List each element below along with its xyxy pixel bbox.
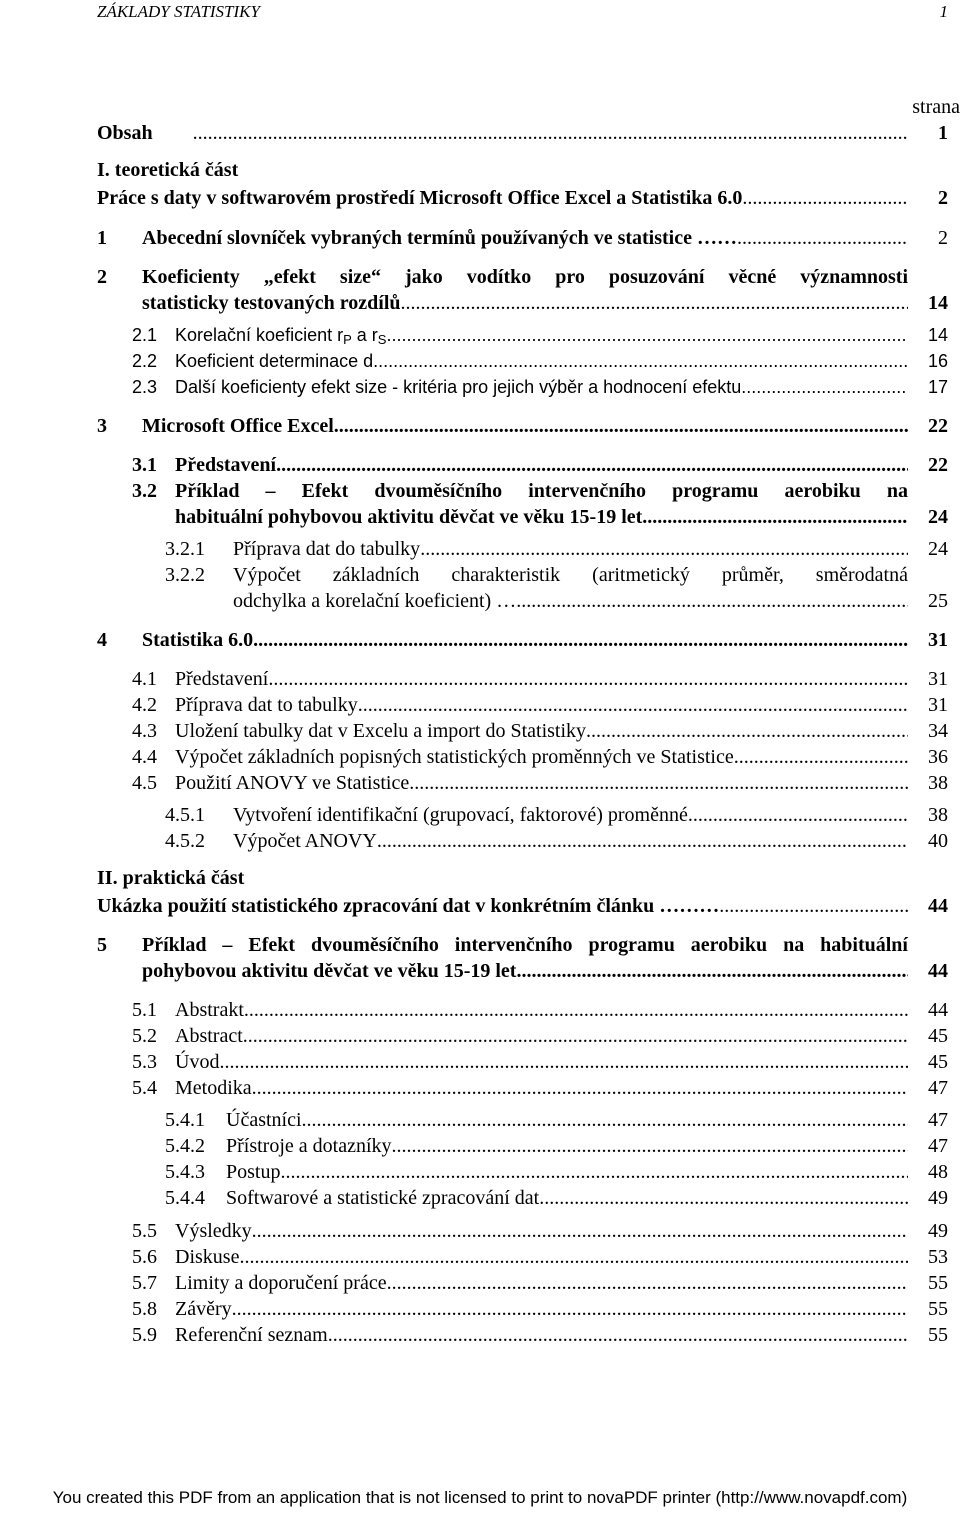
toc-entry[interactable]	[132, 452, 960, 478]
toc-entry[interactable]	[132, 322, 960, 348]
toc-entry-text-line1: Příklad – Efekt dvouměsíčního intervenčního programu aerobiku na habituální	[142, 934, 908, 956]
toc-entry-text: Výsledky	[175, 1220, 252, 1242]
page-column-label: strana	[912, 96, 960, 118]
toc-entry-page: 2	[938, 227, 948, 249]
toc-entry-text: Microsoft Office Excel	[142, 415, 334, 437]
toc-entry-text: Uložení tabulky dat v Excelu a import do Statistiky	[175, 720, 587, 742]
toc-entry-number: 5.9	[132, 1324, 157, 1346]
toc-entry-text: Abstrakt	[175, 999, 244, 1021]
toc-entry-page: 14	[927, 325, 948, 345]
toc-entry-number: 4.2	[132, 694, 157, 716]
toc-entry-page: 36	[928, 746, 948, 768]
toc-entry[interactable]	[165, 1133, 960, 1159]
toc-entry-text: Korelační koeficient $r_P$ a $r_S$	[175, 325, 387, 347]
toc-entry-text: Limity a doporučení práce	[175, 1272, 387, 1294]
toc-entry-text-line1: Příklad – Efekt dvouměsíčního intervenčního programu aerobiku na	[175, 480, 908, 502]
toc-entry-page: 24	[928, 538, 948, 560]
toc-entry-text: Ukázka použití statistického zpracování dat v konkrétním článku ………	[97, 895, 720, 917]
toc-entry-page: 44	[928, 960, 948, 982]
toc-entry-text: habituální pohybovou aktivitu děvčat ve věku 15-19 let	[175, 506, 643, 528]
toc-entry-text: Přístroje a dotazníky	[226, 1135, 392, 1157]
toc-entry[interactable]	[132, 1322, 960, 1348]
toc-entry-page: 55	[928, 1324, 948, 1346]
toc-entry[interactable]	[132, 770, 960, 796]
toc-entry-number: 2.1	[132, 325, 158, 345]
running-header-page-number: 1	[939, 2, 948, 21]
toc-entry-page: 24	[928, 506, 948, 528]
toc-entry-page: 17	[927, 377, 948, 397]
toc-entry-page: 22	[928, 415, 948, 437]
toc-entry-obsah[interactable]	[97, 120, 960, 146]
toc-entry-page: 40	[928, 830, 948, 852]
toc-entry-text: Práce s daty v softwarovém prostředí Microsoft Office Excel a Statistika 6.0	[97, 187, 743, 209]
toc-entry-page: 49	[928, 1187, 948, 1209]
toc-entry-page: 22	[928, 454, 948, 476]
toc-entry-text: Diskuse	[175, 1246, 240, 1268]
toc-entry-page: 45	[928, 1025, 948, 1047]
toc-entry-text: Postup	[226, 1161, 281, 1183]
toc-entry-page: 47	[928, 1077, 948, 1099]
toc-entry-number: 4.3	[132, 720, 157, 742]
toc-entry-page: 31	[928, 694, 948, 716]
toc-entry[interactable]	[132, 1270, 960, 1296]
toc-entry-text: Vytvoření identifikační (grupovací, faktorové) proměnné	[233, 804, 688, 826]
toc-entry-page: 55	[928, 1298, 948, 1320]
toc-entry-number: 5.4.3	[165, 1161, 205, 1183]
toc-entry[interactable]	[165, 802, 960, 828]
toc-entry-text: Referenční seznam	[175, 1324, 328, 1346]
toc-entry[interactable]	[97, 264, 960, 316]
toc-entry-number: 3.2	[132, 480, 157, 502]
toc-entry-text: Statistika 6.0	[142, 629, 254, 651]
toc-entry[interactable]	[97, 225, 960, 251]
toc-entry-page: 31	[928, 668, 948, 690]
novapdf-license-footer: You created this PDF from an application that is not licensed to print to novaPDF printer (http://www.novapdf.com)	[52, 1488, 908, 1507]
toc-entry-number: 5.2	[132, 1025, 157, 1047]
toc-entry-number: 4.5.2	[165, 830, 205, 852]
toc-entry-number: 5.4.1	[165, 1109, 205, 1131]
toc-entry-text: Představení	[175, 668, 269, 690]
toc-entry-text: Abstract	[175, 1025, 243, 1047]
toc-entry-number: 5.4.2	[165, 1135, 205, 1157]
toc-entry[interactable]	[165, 536, 960, 562]
toc-entry-page: 38	[928, 804, 948, 826]
toc-entry-number: 5.1	[132, 999, 157, 1021]
toc-entry-page: 25	[928, 590, 948, 612]
toc-entry-text: Příprava dat to tabulky	[175, 694, 358, 716]
part-2-title: II. praktická část	[97, 867, 245, 889]
toc-entry-number: 5.5	[132, 1220, 157, 1242]
toc-entry-text: Abecední slovníček vybraných termínů používaných ve statistice ……	[142, 227, 737, 249]
toc-entry[interactable]	[132, 1023, 960, 1049]
toc-entry[interactable]	[132, 744, 960, 770]
toc-entry-text: Účastníci	[226, 1109, 302, 1131]
toc-entry-number: 5.3	[132, 1051, 157, 1073]
toc-entry[interactable]	[165, 1185, 960, 1211]
toc-entry-page: 1	[938, 122, 948, 144]
toc-entry-text: Výpočet základních popisných statistických proměnných ve Statistice	[175, 746, 734, 768]
toc-entry[interactable]	[132, 718, 960, 744]
toc-entry[interactable]	[165, 562, 960, 614]
toc-entry-text: Úvod	[175, 1051, 220, 1073]
toc-entry[interactable]	[132, 1049, 960, 1075]
toc-entry-text: Metodika	[175, 1077, 252, 1099]
toc-entry-text: Představení	[175, 454, 277, 476]
toc-entry-text: Použití ANOVY ve Statistice	[175, 772, 410, 794]
toc-entry-number: 5.7	[132, 1272, 157, 1294]
toc-entry-number: 4	[97, 629, 107, 651]
toc-entry-text: Obsah	[97, 122, 153, 144]
toc-entry[interactable]	[132, 997, 960, 1023]
toc-entry-page: 34	[928, 720, 948, 742]
toc-entry-text-line1: Výpočet základních charakteristik (aritmetický průměr, směrodatná	[233, 564, 908, 586]
toc-entry-page: 44	[928, 895, 948, 917]
toc-entry-number: 2.3	[132, 377, 158, 397]
toc-entry-page: 14	[928, 292, 948, 314]
toc-entry-page: 16	[927, 351, 948, 371]
toc-entry[interactable]	[97, 413, 960, 439]
part-1-title: I. teoretická část	[97, 159, 239, 181]
toc-entry[interactable]	[132, 478, 960, 530]
toc-entry-text: Příprava dat do tabulky	[233, 538, 421, 560]
toc-entry[interactable]	[132, 692, 960, 718]
toc-entry-text: odchylka a korelační koeficient) …	[233, 590, 517, 612]
toc-entry-number: 1	[97, 227, 107, 249]
toc-entry-page: 49	[928, 1220, 948, 1242]
toc-entry-number: 4.5.1	[165, 804, 205, 826]
toc-entry-page: 45	[928, 1051, 948, 1073]
toc-entry-page: 2	[938, 187, 948, 209]
toc-entry-page: 48	[928, 1161, 948, 1183]
toc-entry[interactable]	[132, 348, 960, 374]
toc-entry-page: 31	[928, 629, 948, 651]
toc-entry-page: 47	[928, 1135, 948, 1157]
toc-entry-text: Výpočet ANOVY	[233, 830, 377, 852]
toc-entry[interactable]	[132, 1244, 960, 1270]
toc-entry-number: 5.4	[132, 1077, 157, 1099]
running-header-title: ZÁKLADY STATISTIKY	[97, 2, 260, 21]
toc-entry-text: pohybovou aktivitu děvčat ve věku 15-19 let	[142, 960, 517, 982]
toc-entry[interactable]	[132, 374, 960, 400]
toc-entry-text: Softwarové a statistické zpracování dat	[226, 1187, 540, 1209]
toc-entry-number: 3.2.2	[165, 564, 205, 586]
toc-entry[interactable]	[132, 1296, 960, 1322]
toc-entry-page: 38	[928, 772, 948, 794]
toc-entry[interactable]	[132, 1218, 960, 1244]
toc-entry[interactable]	[97, 627, 960, 653]
toc-entry-text: Koeficient determinace d	[175, 351, 374, 371]
toc-entry-number: 4.4	[132, 746, 157, 768]
toc-entry[interactable]	[165, 1107, 960, 1133]
toc-entry-number: 2	[97, 266, 107, 288]
toc-entry-number: 5.4.4	[165, 1187, 205, 1209]
toc-entry-number: 3.2.1	[165, 538, 205, 560]
toc-entry-number: 4.1	[132, 668, 157, 690]
toc-entry-text: Další koeficienty efekt size - kritéria pro jejich výběr a hodnocení efektu	[175, 377, 742, 397]
toc-entry-number: 5	[97, 934, 107, 956]
toc-entry-text-line1: Koeficienty „efekt size“ jako vodítko pro posuzování věcné významnosti	[142, 266, 908, 288]
toc-entry-part2[interactable]	[97, 893, 960, 919]
toc-entry-page: 53	[928, 1246, 948, 1268]
toc-entry[interactable]	[97, 932, 960, 984]
toc-entry-page: 44	[928, 999, 948, 1021]
toc-entry-number: 3.1	[132, 454, 157, 476]
toc-entry-number: 5.8	[132, 1298, 157, 1320]
toc-entry-text: Závěry	[175, 1298, 232, 1320]
toc-entry-page: 55	[928, 1272, 948, 1294]
toc-entry-page: 47	[928, 1109, 948, 1131]
toc-entry-number: 5.6	[132, 1246, 157, 1268]
toc-entry-text: statisticky testovaných rozdílů	[142, 292, 401, 314]
toc-entry[interactable]	[132, 666, 960, 692]
toc-entry[interactable]	[165, 1159, 960, 1185]
toc-entry-part1[interactable]	[97, 185, 960, 211]
toc-entry-number: 4.5	[132, 772, 157, 794]
toc-entry-number: 3	[97, 415, 107, 437]
toc-entry-number: 2.2	[132, 351, 158, 371]
toc-entry[interactable]	[132, 1075, 960, 1101]
toc-entry[interactable]	[165, 828, 960, 854]
